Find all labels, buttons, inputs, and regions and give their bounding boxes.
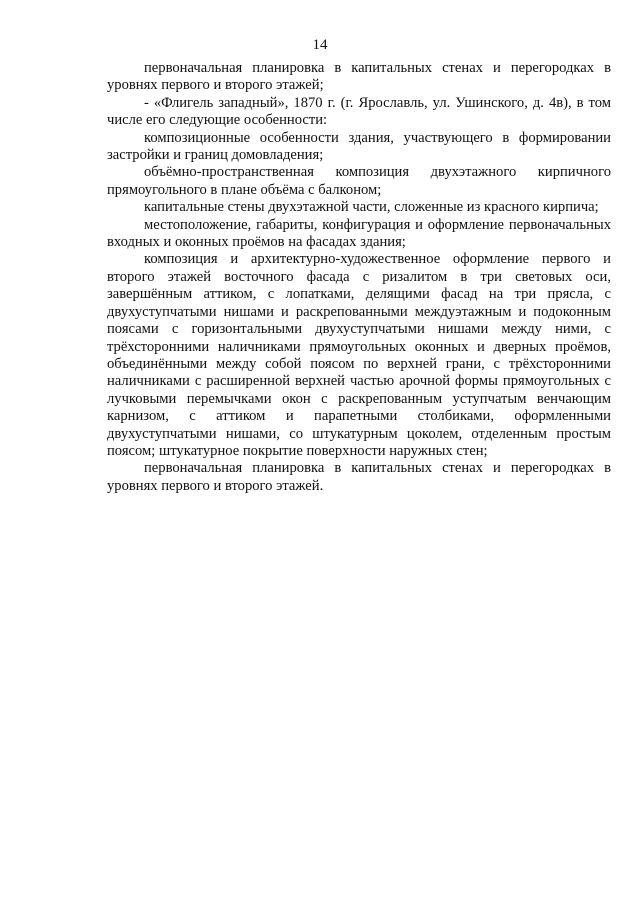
paragraph-facade: композиция и архитектурно-художественное оформление первого и второго этажей восточного фасада с ризалитом в три световых оси, завершённым аттиком, с лопатками, делящими фасад на три прясла, с двухуступчатыми нишами и раскрепованными междуэтажным и подоконным поясами с горизонтальными двухуступчатыми нишами между ними, с трёхсторонними наличниками прямоугольных оконных и дверных проёмов, объединёнными между собой поясом по верхней грани, с трёхсторонними наличниками с расширенной верхней частью арочной формы прямоугольных с лучковыми перемычками окон с раскрепованным уступчатым венчающим карнизом, с аттиком и парапетными столбиками, оформленными двухуступчатыми нишами, со штукатурным цоколем, отделенным простым поясом; штукатурное покрытие поверхности наружных стен; (107, 251, 611, 459)
page-number: 14 (312, 37, 328, 53)
paragraph-openings: местоположение, габариты, конфигурация и оформление первоначальных входных и оконных проёмов на фасадах здания; (107, 216, 611, 251)
paragraph-composition: композиционные особенности здания, участвующего в формировании застройки и границ домовладения; (107, 129, 611, 164)
paragraph-walls: капитальные стены двухэтажной части, сложенные из красного кирпича; (144, 199, 599, 216)
paragraph-planning-1: первоначальная планировка в капитальных стенах и перегородках в уровнях первого и второго этажей; (107, 60, 611, 94)
paragraph-planning-2: первоначальная планировка в капитальных стенах и перегородках в уровнях первого и второго этажей. (107, 460, 611, 494)
document-body (107, 60, 611, 495)
paragraph-object-title: - «Флигель западный», 1870 г. (г. Ярославль, ул. Ушинского, д. 4в), в том числе его следующие особенности: (107, 94, 611, 129)
paragraph-volume: объёмно-пространственная композиция двухэтажного кирпичного прямоугольного в плане объёма с балконом; (107, 164, 611, 198)
